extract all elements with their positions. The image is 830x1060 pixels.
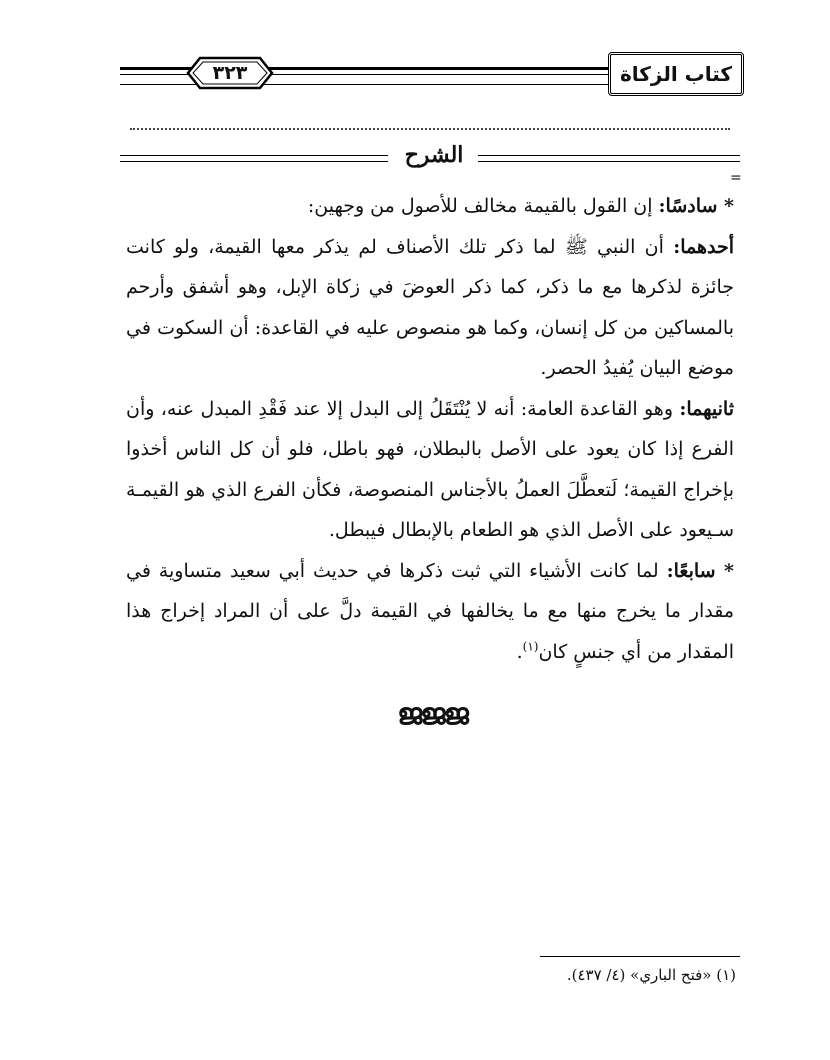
paragraph xyxy=(126,227,734,389)
footnote-rule xyxy=(540,956,740,957)
dotted-divider xyxy=(130,128,730,130)
body-text xyxy=(126,186,734,672)
section-heading xyxy=(120,142,740,176)
paragraph-lead: * سادسًا: xyxy=(658,195,734,217)
ornament-divider: ജജജ xyxy=(397,696,467,732)
paragraph-end: . xyxy=(516,640,523,663)
heading-rule-left xyxy=(120,155,388,162)
paragraph-text: أن النبي ﷺ لما ذكر تلك الأصناف لم يذكر معها القيمة، ولو كانت جائزة لذكرها مع ما ذكر، كما ذكر العوضَ في زكاة الإبل، وهو أشفق وأرحم بالمساكين من كل إنسان، وكما هو منصوص عليه في القاعدة: أن السكوت في موضع البيان يُفيدُ الحصر. xyxy=(126,235,734,379)
page-number: ٣٢٣ xyxy=(212,62,248,84)
paragraph-text: إن القول بالقيمة مخالف للأصول من وجهين: xyxy=(307,195,659,217)
paragraph-lead: * سابعًا: xyxy=(666,559,734,582)
section-title: الشرح xyxy=(404,142,464,168)
chapter-title: كتاب الزكاة xyxy=(619,62,733,86)
margin-mark: = xyxy=(730,170,742,186)
paragraph-text: لما كانت الأشياء التي ثبت ذكرها في حديث أبي سعيد متساوية في مقدار ما يخرج منها مع ما يخالفها في القيمة دلَّ على أن المراد إخراج هذا المقدار من أي جنسٍ كان xyxy=(126,559,734,663)
paragraph xyxy=(126,186,734,227)
footnote: (١) «فتح الباري» (٤/ ٤٣٧). xyxy=(566,966,736,984)
paragraph-lead: أحدهما: xyxy=(673,235,734,258)
paragraph-lead: ثانيهما: xyxy=(679,397,734,420)
footnote-ref[interactable]: (١) xyxy=(522,639,539,654)
page-number-badge xyxy=(186,56,274,90)
paragraph-text: وهو القاعدة العامة: أنه لا يُنْتَقَلُ إلى البدل إلا عند فَقْدِ المبدل عنه، وأن الفرع إذا كان يعود على الأصل بالبطلان، فهو باطل، فلو أن كل الناس أخذوا بإخراج القيمة؛ لَتعطَّلَ العملُ بالأجناس المنصوصة، فكأن الفرع الذي هو القيمـة سـيعود على الأصل الذي هو الطعام بالإبطال فيبطل. xyxy=(126,397,734,541)
heading-rule-right xyxy=(478,155,740,162)
chapter-title-box xyxy=(608,52,744,96)
paragraph xyxy=(126,389,734,551)
paragraph xyxy=(126,551,734,673)
